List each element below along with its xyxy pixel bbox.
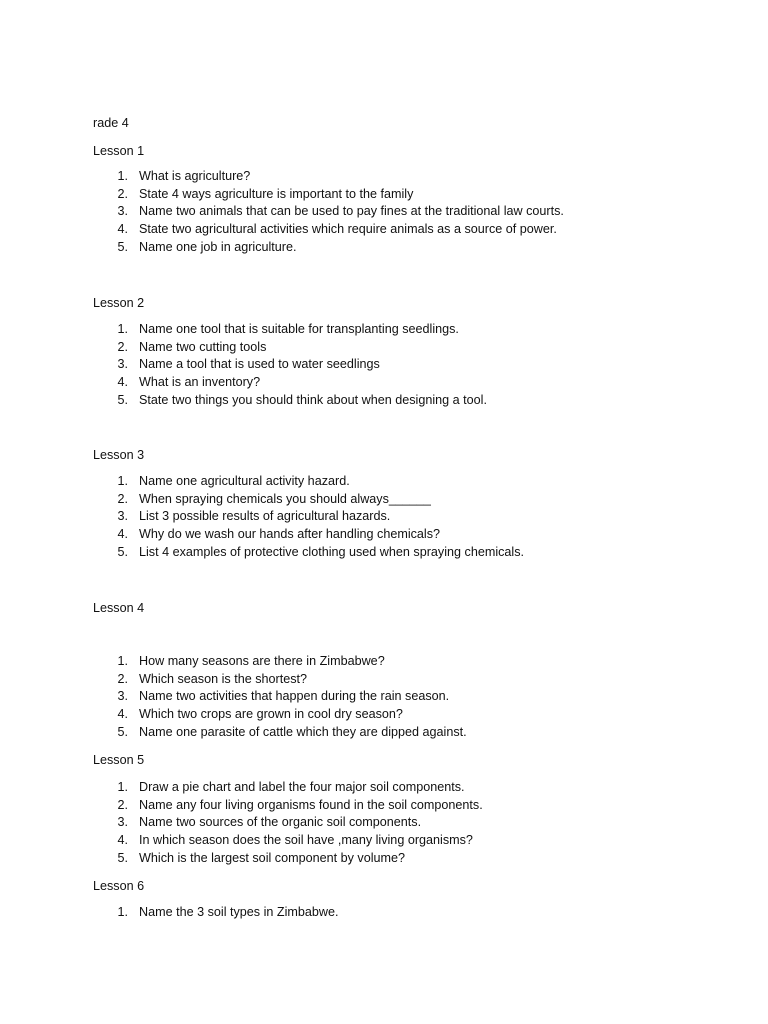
list-item-number: 3.	[117, 204, 128, 219]
list-item-text: Name two sources of the organic soil components.	[139, 815, 422, 830]
list-item-text: Name one job in agriculture.	[139, 239, 297, 254]
list-item-text: State two agricultural activities which require animals as a source of power.	[139, 222, 557, 237]
list-item-number: 3.	[117, 815, 128, 830]
lesson-1-title: Lesson 1	[93, 144, 145, 158]
list-item-number: 4.	[117, 833, 128, 848]
list-item-text: State 4 ways agriculture is important to the family	[139, 186, 414, 201]
list-item-text: List 3 possible results of agricultural hazards.	[139, 509, 391, 524]
list-item-number: 2.	[117, 491, 128, 506]
list-item-number: 4.	[117, 375, 128, 390]
list-item-number: 1.	[117, 474, 128, 488]
list-item-text: Draw a pie chart and label the four major soil components.	[139, 780, 465, 794]
list-item-text: Name two cutting tools	[139, 339, 267, 354]
list-item-text: Name one agricultural activity hazard.	[139, 474, 350, 488]
list-item-text: In which season does the soil have ,many living organisms?	[139, 833, 473, 848]
list-item-text: Which is the largest soil component by volume?	[139, 850, 405, 865]
list-item-text: Which season is the shortest?	[139, 671, 307, 686]
list-item-text: Name one tool that is suitable for transplanting seedlings.	[139, 322, 459, 336]
list-item-number: 5.	[117, 392, 128, 407]
list-item-text: State two things you should think about when designing a tool.	[139, 392, 487, 407]
list-item-number: 4.	[117, 707, 128, 722]
grade-label: rade 4	[93, 116, 129, 130]
list-item-number: 3.	[117, 509, 128, 524]
list-item-text: Name any four living organisms found in the soil components.	[139, 797, 483, 812]
list-item-text: How many seasons are there in Zimbabwe?	[139, 654, 385, 668]
list-item-number: 2.	[117, 339, 128, 354]
list-item-text: Why do we wash our hands after handling chemicals?	[139, 527, 441, 542]
lesson-5-title: Lesson 5	[93, 753, 145, 767]
list-item-number: 1.	[117, 780, 128, 794]
list-item-number: 3.	[117, 689, 128, 704]
list-item-number: 2.	[117, 186, 128, 201]
lesson-4-title: Lesson 4	[93, 601, 145, 615]
list-item-number: 3.	[117, 357, 128, 372]
list-item-text: Name two activities that happen during the rain season.	[139, 689, 450, 704]
lesson-6-title: Lesson 6	[93, 879, 145, 893]
list-item-text: Name the 3 soil types in Zimbabwe.	[139, 905, 339, 919]
list-item-text: When spraying chemicals you should always______	[139, 491, 431, 506]
list-item-text: What is agriculture?	[139, 169, 251, 183]
list-item-number: 2.	[117, 671, 128, 686]
lesson-2-title: Lesson 2	[93, 296, 145, 310]
list-item-text: Name a tool that is used to water seedlings	[139, 357, 380, 372]
list-item-number: 1.	[117, 654, 128, 668]
list-item-number: 2.	[117, 797, 128, 812]
lesson-3-title: Lesson 3	[93, 448, 145, 462]
list-item-number: 5.	[117, 239, 128, 254]
list-item-number: 1.	[117, 322, 128, 336]
list-item-number: 5.	[117, 544, 128, 559]
list-item-text: Name one parasite of cattle which they are dipped against.	[139, 724, 467, 739]
list-item-text: Name two animals that can be used to pay fines at the traditional law courts.	[139, 204, 564, 219]
list-item-text: What is an inventory?	[139, 375, 261, 390]
list-item-number: 4.	[117, 222, 128, 237]
list-item-number: 1.	[117, 905, 128, 919]
list-item-number: 5.	[117, 724, 128, 739]
list-item-number: 4.	[117, 527, 128, 542]
list-item-text: List 4 examples of protective clothing used when spraying chemicals.	[139, 544, 525, 559]
list-item-number: 1.	[117, 169, 128, 183]
list-item-text: Which two crops are grown in cool dry season?	[139, 707, 403, 722]
list-item-number: 5.	[117, 850, 128, 865]
